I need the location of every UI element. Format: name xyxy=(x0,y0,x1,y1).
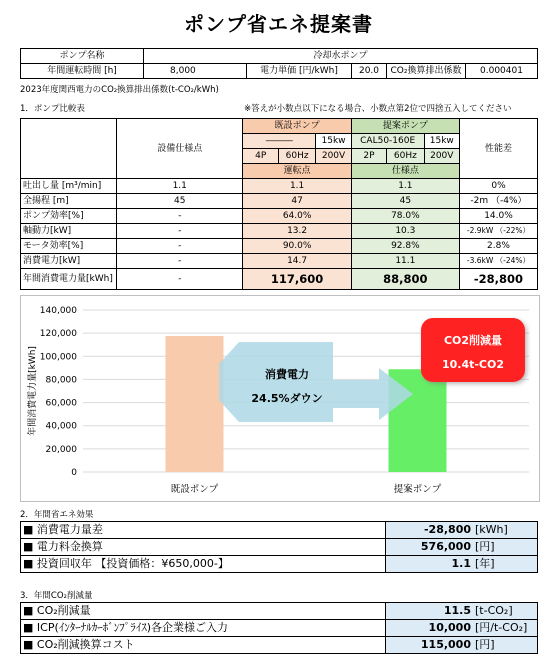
header-table xyxy=(20,48,538,79)
co2-year-note: 2023年度関西電力のCO₂換算排出係数(t-CO₂/kWh) xyxy=(20,85,219,95)
section1-heading: 1．ポンプ比較表 xyxy=(20,104,85,114)
row-spec: - xyxy=(116,224,243,239)
effect-value: -28,800 xyxy=(386,522,474,539)
existing-poles: 4P xyxy=(243,149,278,164)
effect-label: ■ 電力料金換算 xyxy=(21,539,386,556)
co2-value: 115,000 xyxy=(386,637,474,654)
y-tick-label: 140,000 xyxy=(39,306,77,316)
table-row xyxy=(21,239,538,254)
table-row xyxy=(21,209,538,224)
section3-heading: 3．年間CO₂削減量 xyxy=(20,591,93,601)
effect-label: ■ 投資回収年 【投資価格：¥650,000-】 xyxy=(21,556,386,573)
row-label: 軸動力[kW] xyxy=(21,224,117,239)
total-label: 年間消費電力量[kWh] xyxy=(21,269,117,290)
price-label: 電力単価 [円/kWh] xyxy=(247,64,352,79)
proposed-kw: 15kw xyxy=(424,134,459,149)
table-row xyxy=(21,637,538,654)
table-row xyxy=(21,556,538,573)
row-proposed: 10.3 xyxy=(351,224,459,239)
row-label: 消費電力[kW] xyxy=(21,254,117,269)
pump-name-value: 冷却水ポンプ xyxy=(144,49,538,64)
total-existing: 117,600 xyxy=(243,269,351,290)
row-proposed: 92.8% xyxy=(351,239,459,254)
proposed-model: CAL50-160E xyxy=(351,134,424,149)
bar-existing xyxy=(166,336,224,472)
existing-model: ――― xyxy=(243,134,316,149)
existing-point: 運転点 xyxy=(243,164,351,179)
total-spec: - xyxy=(116,269,243,290)
co2-label: ■ ICP(ｲﾝﾀｰﾅﾙｶｰﾎﾞﾝﾌﾟﾗｲｽ)各企業様ご入力 xyxy=(21,620,386,637)
co2-unit: [円] xyxy=(473,637,538,654)
y-tick-label: 40,000 xyxy=(45,421,77,432)
x-tick-label: 提案ポンプ xyxy=(393,484,442,495)
total-row xyxy=(21,269,538,290)
x-tick-label: 既設ポンプ xyxy=(170,484,219,495)
section2-heading: 2．年間省エネ効果 xyxy=(20,510,94,520)
co2-callout-line2: 10.4t-CO2 xyxy=(441,358,505,371)
row-spec: 45 xyxy=(116,194,243,209)
total-proposed: 88,800 xyxy=(351,269,459,290)
proposed-point: 仕様点 xyxy=(351,164,459,179)
rounding-note: ※答えが小数点以下になる場合、小数点第2位で四捨五入してください xyxy=(244,104,512,114)
table-row xyxy=(21,179,538,194)
co2-factor-value: 0.000401 xyxy=(466,64,538,79)
y-tick-label: 20,000 xyxy=(45,444,77,455)
row-existing: 64.0% xyxy=(243,209,351,224)
reduction-callout-line1: 消費電力 xyxy=(265,368,309,381)
proposed-poles: 2P xyxy=(351,149,386,164)
row-label: ポンプ効率[%] xyxy=(21,209,117,224)
effect-value: 1.1 xyxy=(386,556,474,573)
table-row xyxy=(21,194,538,209)
co2-label: ■ CO₂削減量 xyxy=(21,603,386,620)
row-proposed: 45 xyxy=(351,194,459,209)
effect-label: ■ 消費電力量差 xyxy=(21,522,386,539)
hours-value: 8,000 xyxy=(144,64,247,79)
row-spec: - xyxy=(116,209,243,224)
existing-hz: 60Hz xyxy=(278,149,315,164)
row-diff: -3.6kW （-24%） xyxy=(459,254,537,269)
co2-unit: [t-CO₂] xyxy=(473,603,538,620)
y-tick-label: 100,000 xyxy=(39,352,77,363)
row-existing: 90.0% xyxy=(243,239,351,254)
spec-header: 設備仕様点 xyxy=(116,119,243,179)
reduction-callout-line2: 24.5%ダウン xyxy=(251,392,323,405)
page-title: ポンプ省エネ提案書 xyxy=(184,12,373,36)
co2-reduction-table xyxy=(20,602,538,654)
effect-unit: [年] xyxy=(473,556,538,573)
effect-unit: [kWh] xyxy=(473,522,538,539)
table-row xyxy=(21,620,538,637)
table-row xyxy=(21,603,538,620)
table-row xyxy=(21,224,538,239)
existing-volt: 200V xyxy=(316,149,351,164)
effect-unit: [円] xyxy=(473,539,538,556)
reduction-arrow xyxy=(219,342,413,422)
row-label: 全揚程 [m] xyxy=(21,194,117,209)
pump-name-label: ポンプ名称 xyxy=(21,49,144,64)
proposed-header: 提案ポンプ xyxy=(351,119,459,134)
row-spec: - xyxy=(116,254,243,269)
row-spec: 1.1 xyxy=(116,179,243,194)
row-existing: 47 xyxy=(243,194,351,209)
row-proposed: 11.1 xyxy=(351,254,459,269)
row-label: 吐出し量 [m³/min] xyxy=(21,179,117,194)
row-existing: 13.2 xyxy=(243,224,351,239)
row-diff: 14.0% xyxy=(459,209,537,224)
table-row xyxy=(21,539,538,556)
row-existing: 14.7 xyxy=(243,254,351,269)
row-proposed: 1.1 xyxy=(351,179,459,194)
y-tick-label: 120,000 xyxy=(39,329,77,340)
proposed-hz: 60Hz xyxy=(387,149,424,164)
y-tick-label: 80,000 xyxy=(45,375,77,386)
row-diff: -2m （-4%） xyxy=(459,194,537,209)
row-label: モータ効率[%] xyxy=(21,239,117,254)
proposed-volt: 200V xyxy=(424,149,459,164)
diff-header: 性能差 xyxy=(459,119,537,179)
co2-factor-label: CO₂換算排出係数 xyxy=(387,64,466,79)
co2-callout-box xyxy=(421,318,525,382)
chart-svg xyxy=(21,296,539,501)
table-row xyxy=(21,254,538,269)
row-existing: 1.1 xyxy=(243,179,351,194)
row-diff: -2.9kW （-22%） xyxy=(459,224,537,239)
co2-label: ■ CO₂削減換算コスト xyxy=(21,637,386,654)
existing-header: 既設ポンプ xyxy=(243,119,351,134)
existing-kw: 15kw xyxy=(316,134,351,149)
energy-effect-table xyxy=(20,521,538,573)
effect-value: 576,000 xyxy=(386,539,474,556)
row-proposed: 78.0% xyxy=(351,209,459,224)
co2-unit: [円/t-CO₂] xyxy=(473,620,538,637)
row-spec: - xyxy=(116,239,243,254)
co2-callout-line1: CO2削減量 xyxy=(443,334,503,347)
blank-corner xyxy=(21,119,117,179)
y-tick-label: 0 xyxy=(71,468,77,478)
row-diff: 0% xyxy=(459,179,537,194)
co2-value: 10,000 xyxy=(386,620,474,637)
row-diff: 2.8% xyxy=(459,239,537,254)
total-diff: -28,800 xyxy=(459,269,537,290)
co2-value: 11.5 xyxy=(386,603,474,620)
y-axis-label: 年間消費電力量[kWh] xyxy=(28,346,38,436)
table-row xyxy=(21,522,538,539)
y-tick-label: 60,000 xyxy=(45,398,77,409)
price-value: 20.0 xyxy=(352,64,387,79)
comparison-table xyxy=(20,118,538,290)
consumption-chart xyxy=(20,295,540,502)
hours-label: 年間運転時間 [h] xyxy=(21,64,144,79)
